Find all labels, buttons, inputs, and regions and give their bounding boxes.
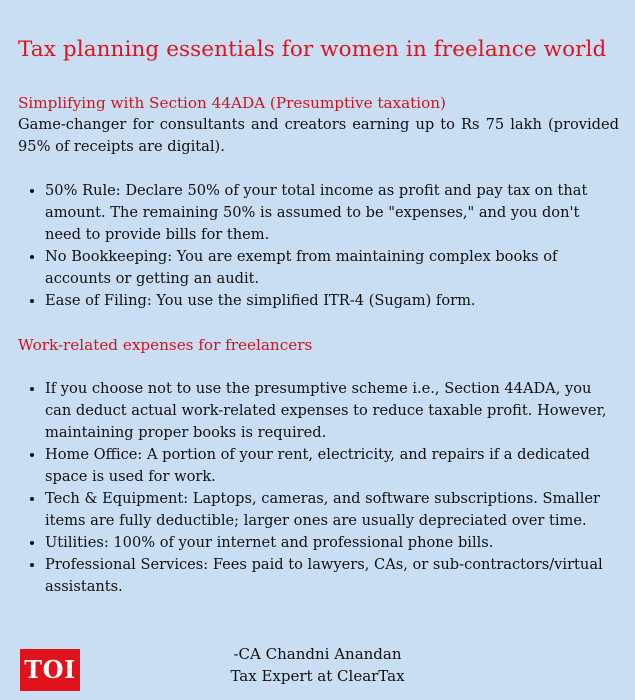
section-intro-44ada: Game-changer for consultants and creators earning up to Rs 75 lakh (provided 95% of receipts are digital). — [18, 116, 619, 155]
list-item: • Professional Services: Fees paid to lawyers, CAs, or sub-contractors/virtual assistants. — [45, 554, 619, 598]
toi-logo: TOI — [20, 649, 80, 691]
section-44ada — [18, 92, 619, 312]
page-title: Tax planning essentials for women in freelance world — [18, 37, 607, 62]
list-item: • Tech & Equipment: Laptops, cameras, and software subscriptions. Smaller items are fully deductible; larger ones are usually depreciated over time. — [45, 488, 619, 532]
bullet-list-work-expenses — [18, 378, 619, 598]
article-body — [18, 92, 619, 620]
attribution — [0, 643, 635, 687]
list-item: • No Bookkeeping: You are exempt from maintaining complex books of accounts or getting an audit. — [45, 246, 619, 290]
list-item: • Utilities: 100% of your internet and professional phone bills. — [45, 532, 619, 554]
bullet-list-44ada — [18, 180, 619, 312]
section-heading-work-expenses: Work-related expenses for freelancers — [18, 336, 313, 354]
section-work-expenses — [18, 334, 619, 598]
section-heading-44ada: Simplifying with Section 44ADA (Presumptive taxation) — [18, 94, 446, 112]
list-item: • Home Office: A portion of your rent, electricity, and repairs if a dedicated space is used for work. — [45, 444, 619, 488]
list-item: • 50% Rule: Declare 50% of your total income as profit and pay tax on that amount. The remaining 50% is assumed to be "expenses," and you don't need to provide bills for them. — [45, 180, 619, 246]
attribution-name: -CA Chandni Anandan — [233, 645, 402, 663]
attribution-role: Tax Expert at ClearTax — [230, 667, 405, 685]
list-item: • Ease of Filing: You use the simplified ITR-4 (Sugam) form. — [45, 290, 619, 312]
list-item: • If you choose not to use the presumptive scheme i.e., Section 44ADA, you can deduct actual work-related expenses to reduce taxable profit. However, maintaining proper books is required. — [45, 378, 619, 444]
footer — [0, 643, 635, 700]
